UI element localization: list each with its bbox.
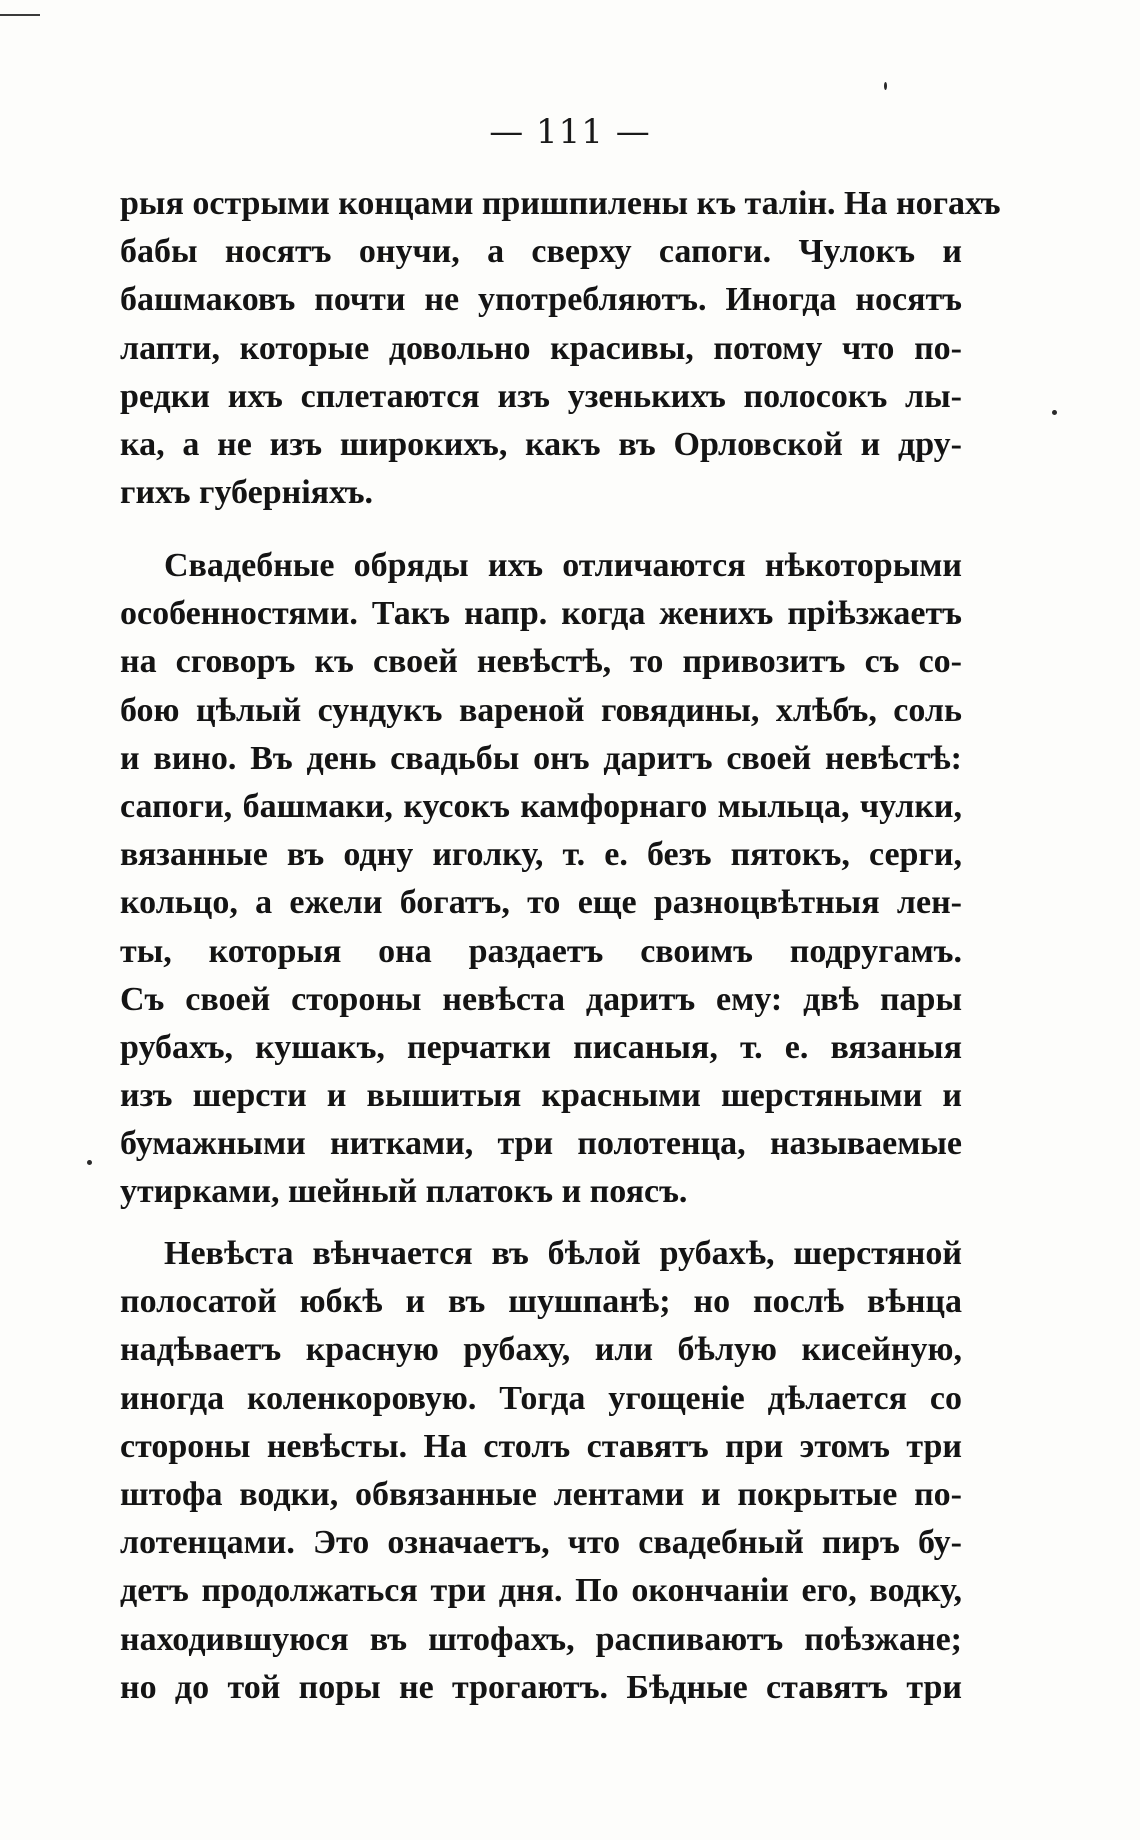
text-line: утирками, шейный платокъ и поясъ. bbox=[120, 1173, 688, 1211]
text-line: штофа водки, обвязанные лентами и покрытые по- bbox=[120, 1475, 962, 1513]
text-line: башмаковъ почти не употребляютъ. Иногда носятъ bbox=[120, 281, 962, 319]
top-edge-rule bbox=[0, 14, 40, 16]
text-line: лотенцами. Это означаетъ, что свадебный пиръ бу- bbox=[120, 1524, 962, 1562]
text-line: ка, а не изъ широкихъ, какъ въ Орловской и дру- bbox=[120, 425, 962, 463]
scan-speck bbox=[87, 1160, 92, 1165]
text-line: стороны невѣсты. На столъ ставятъ при этомъ три bbox=[120, 1427, 962, 1465]
text-line: Съ своей стороны невѣста даритъ ему: двѣ пары bbox=[120, 980, 962, 1018]
text-line: надѣваетъ красную рубаху, или бѣлую кисейную, bbox=[120, 1331, 962, 1369]
text-line: Свадебные обряды ихъ отличаются нѣкоторыми bbox=[164, 547, 962, 584]
text-line: бабы носятъ онучи, а сверху сапоги. Чулокъ и bbox=[120, 233, 962, 271]
scan-speck bbox=[1052, 410, 1057, 415]
text-line: лапти, которые довольно красивы, потому что по- bbox=[120, 329, 962, 367]
text-line: сапоги, башмаки, кусокъ камфорнаго мыльца, чулки, bbox=[120, 787, 962, 825]
text-line: кольцо, а ежели богатъ, то еще разноцвѣтныя лен- bbox=[120, 884, 962, 922]
text-line: ты, которыя она раздаетъ своимъ подругамъ. bbox=[120, 932, 962, 970]
paragraph-3 bbox=[120, 1230, 962, 1712]
text-line: гихъ губерніяхъ. bbox=[120, 474, 374, 512]
text-line: изъ шерсти и вышитыя красными шерстяными и bbox=[120, 1077, 962, 1115]
text-line: редки ихъ сплетаются изъ узенькихъ полосокъ лы- bbox=[120, 377, 962, 415]
text-line: рубахъ, кушакъ, перчатки писаныя, т. е. вязаныя bbox=[120, 1028, 962, 1066]
text-line: вязанные въ одну иголку, т. е. безъ пятокъ, серги, bbox=[120, 836, 962, 874]
paragraph-2 bbox=[120, 542, 962, 1217]
text-line: на сговоръ къ своей невѣстѣ, то привозитъ съ со- bbox=[120, 643, 962, 681]
text-line: находившуюся въ штофахъ, распиваютъ поѣзжане; bbox=[120, 1620, 962, 1658]
page-number: — 111 — bbox=[489, 112, 651, 152]
text-line: но до той поры не трогаютъ. Бѣдные ставятъ три bbox=[120, 1668, 962, 1706]
text-line: Невѣста вѣнчается въ бѣлой рубахѣ, шерстяной bbox=[164, 1235, 962, 1272]
scan-speck bbox=[884, 82, 887, 90]
text-line: особенностями. Такъ напр. когда женихъ пріѣзжаетъ bbox=[120, 595, 962, 633]
text-line: детъ продолжаться три дня. По окончаніи его, водку, bbox=[120, 1572, 962, 1610]
text-line: и вино. Въ день свадьбы онъ даритъ своей невѣстѣ: bbox=[120, 739, 962, 777]
text-line: бумажными нитками, три полотенца, называемые bbox=[120, 1125, 962, 1163]
text-line: рыя острыми концами пришпилены къ талін. На ногахъ bbox=[120, 185, 1001, 222]
text-line: бою цѣлый сундукъ вареной говядины, хлѣбъ, соль bbox=[120, 691, 962, 729]
text-line: полосатой юбкѣ и въ шушпанѣ; но послѣ вѣнца bbox=[120, 1283, 962, 1321]
text-line: иногда коленкоровую. Тогда угощеніе дѣлается со bbox=[120, 1379, 962, 1417]
paragraph-1 bbox=[120, 180, 1001, 517]
